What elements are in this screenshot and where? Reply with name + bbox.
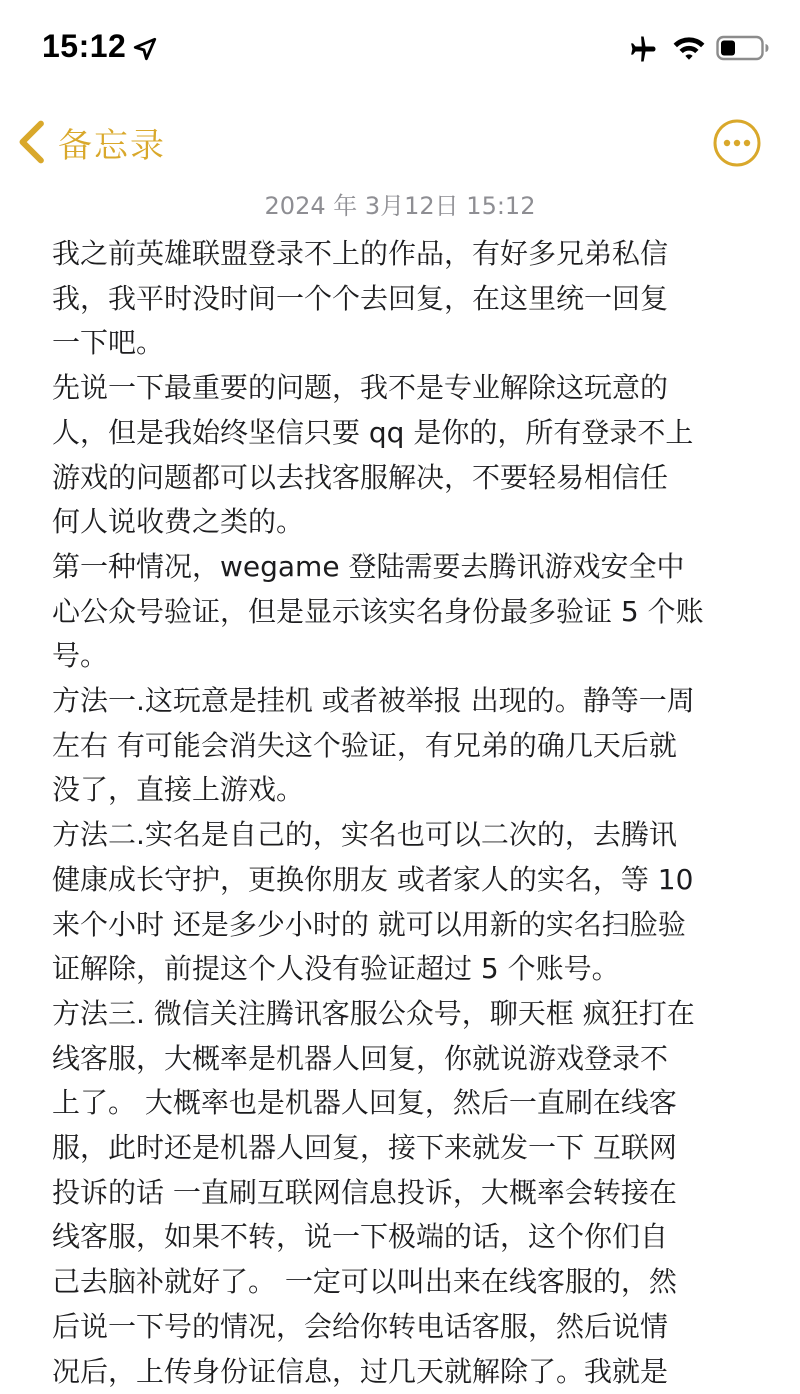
note-paragraph: 方法一.这玩意是挂机 或者被举报 出现的。静等一周 左右 有可能会消失这个验证，有兄弟的确几天后就 没了，直接上游戏。 [52, 684, 695, 807]
note-paragraph: 方法三. 微信关注腾讯客服公众号，聊天框 疯狂打在 线客服，大概率是机器人回复，你就说游戏登录不 上了。 大概率也是机器人回复，然后一直刷在线客 服，此时还是机器人回复，接下来就发一下 互联网 投诉的话 一直刷互联网信息投诉，大概率会转接在 线客服，如果不转，说一下极端的话，这个你们自 己去脑补就好了。 一定可以叫出来在线客服的，然 后说一下号的情况，会给你转电话客服，然后说情 况后，上传身份证信息，过几天就解除了。我就是 [52, 996, 695, 1388]
ellipsis-circle-icon[interactable] [712, 118, 762, 168]
wifi-icon [672, 34, 706, 62]
nav-bar [0, 100, 800, 184]
back-label: 备忘录 [58, 125, 166, 166]
note-paragraph: 我之前英雄联盟登录不上的作品，有好多兄弟私信 我，我平时没时间一个个去回复，在这里统一回复 一下吧。 [52, 237, 669, 360]
note-paragraph: 第一种情况，wegame 登陆需要去腾讯游戏安全中 心公众号验证，但是显示该实名身份最多验证 5 个账 号。 [52, 549, 704, 673]
note-date: 2024 年 3月12日 15:12 [264, 192, 536, 220]
note-paragraph: 方法二.实名是自己的，实名也可以二次的，去腾讯 健康成长守护，更换你朋友 或者家人的实名，等 10 来个小时 还是多少小时的 就可以用新的实名扫脸验 证解除，前提这个人没有验证超过 5 个账号。 [52, 818, 694, 986]
chevron-left-icon [14, 119, 48, 165]
location-arrow-icon [132, 36, 158, 62]
airplane-icon [626, 34, 660, 64]
note-paragraph: 先说一下最重要的问题，我不是专业解除这玩意的 人，但是我始终坚信只要 qq 是你的，所有登录不上 游戏的问题都可以去找客服解决，不要轻易相信任 何人说收费之类的。 [52, 371, 694, 539]
back-button[interactable] [14, 114, 166, 170]
note-body[interactable] [52, 232, 764, 1394]
status-time: 15:12 [42, 28, 127, 64]
status-bar [0, 0, 800, 96]
battery-icon [716, 34, 770, 62]
